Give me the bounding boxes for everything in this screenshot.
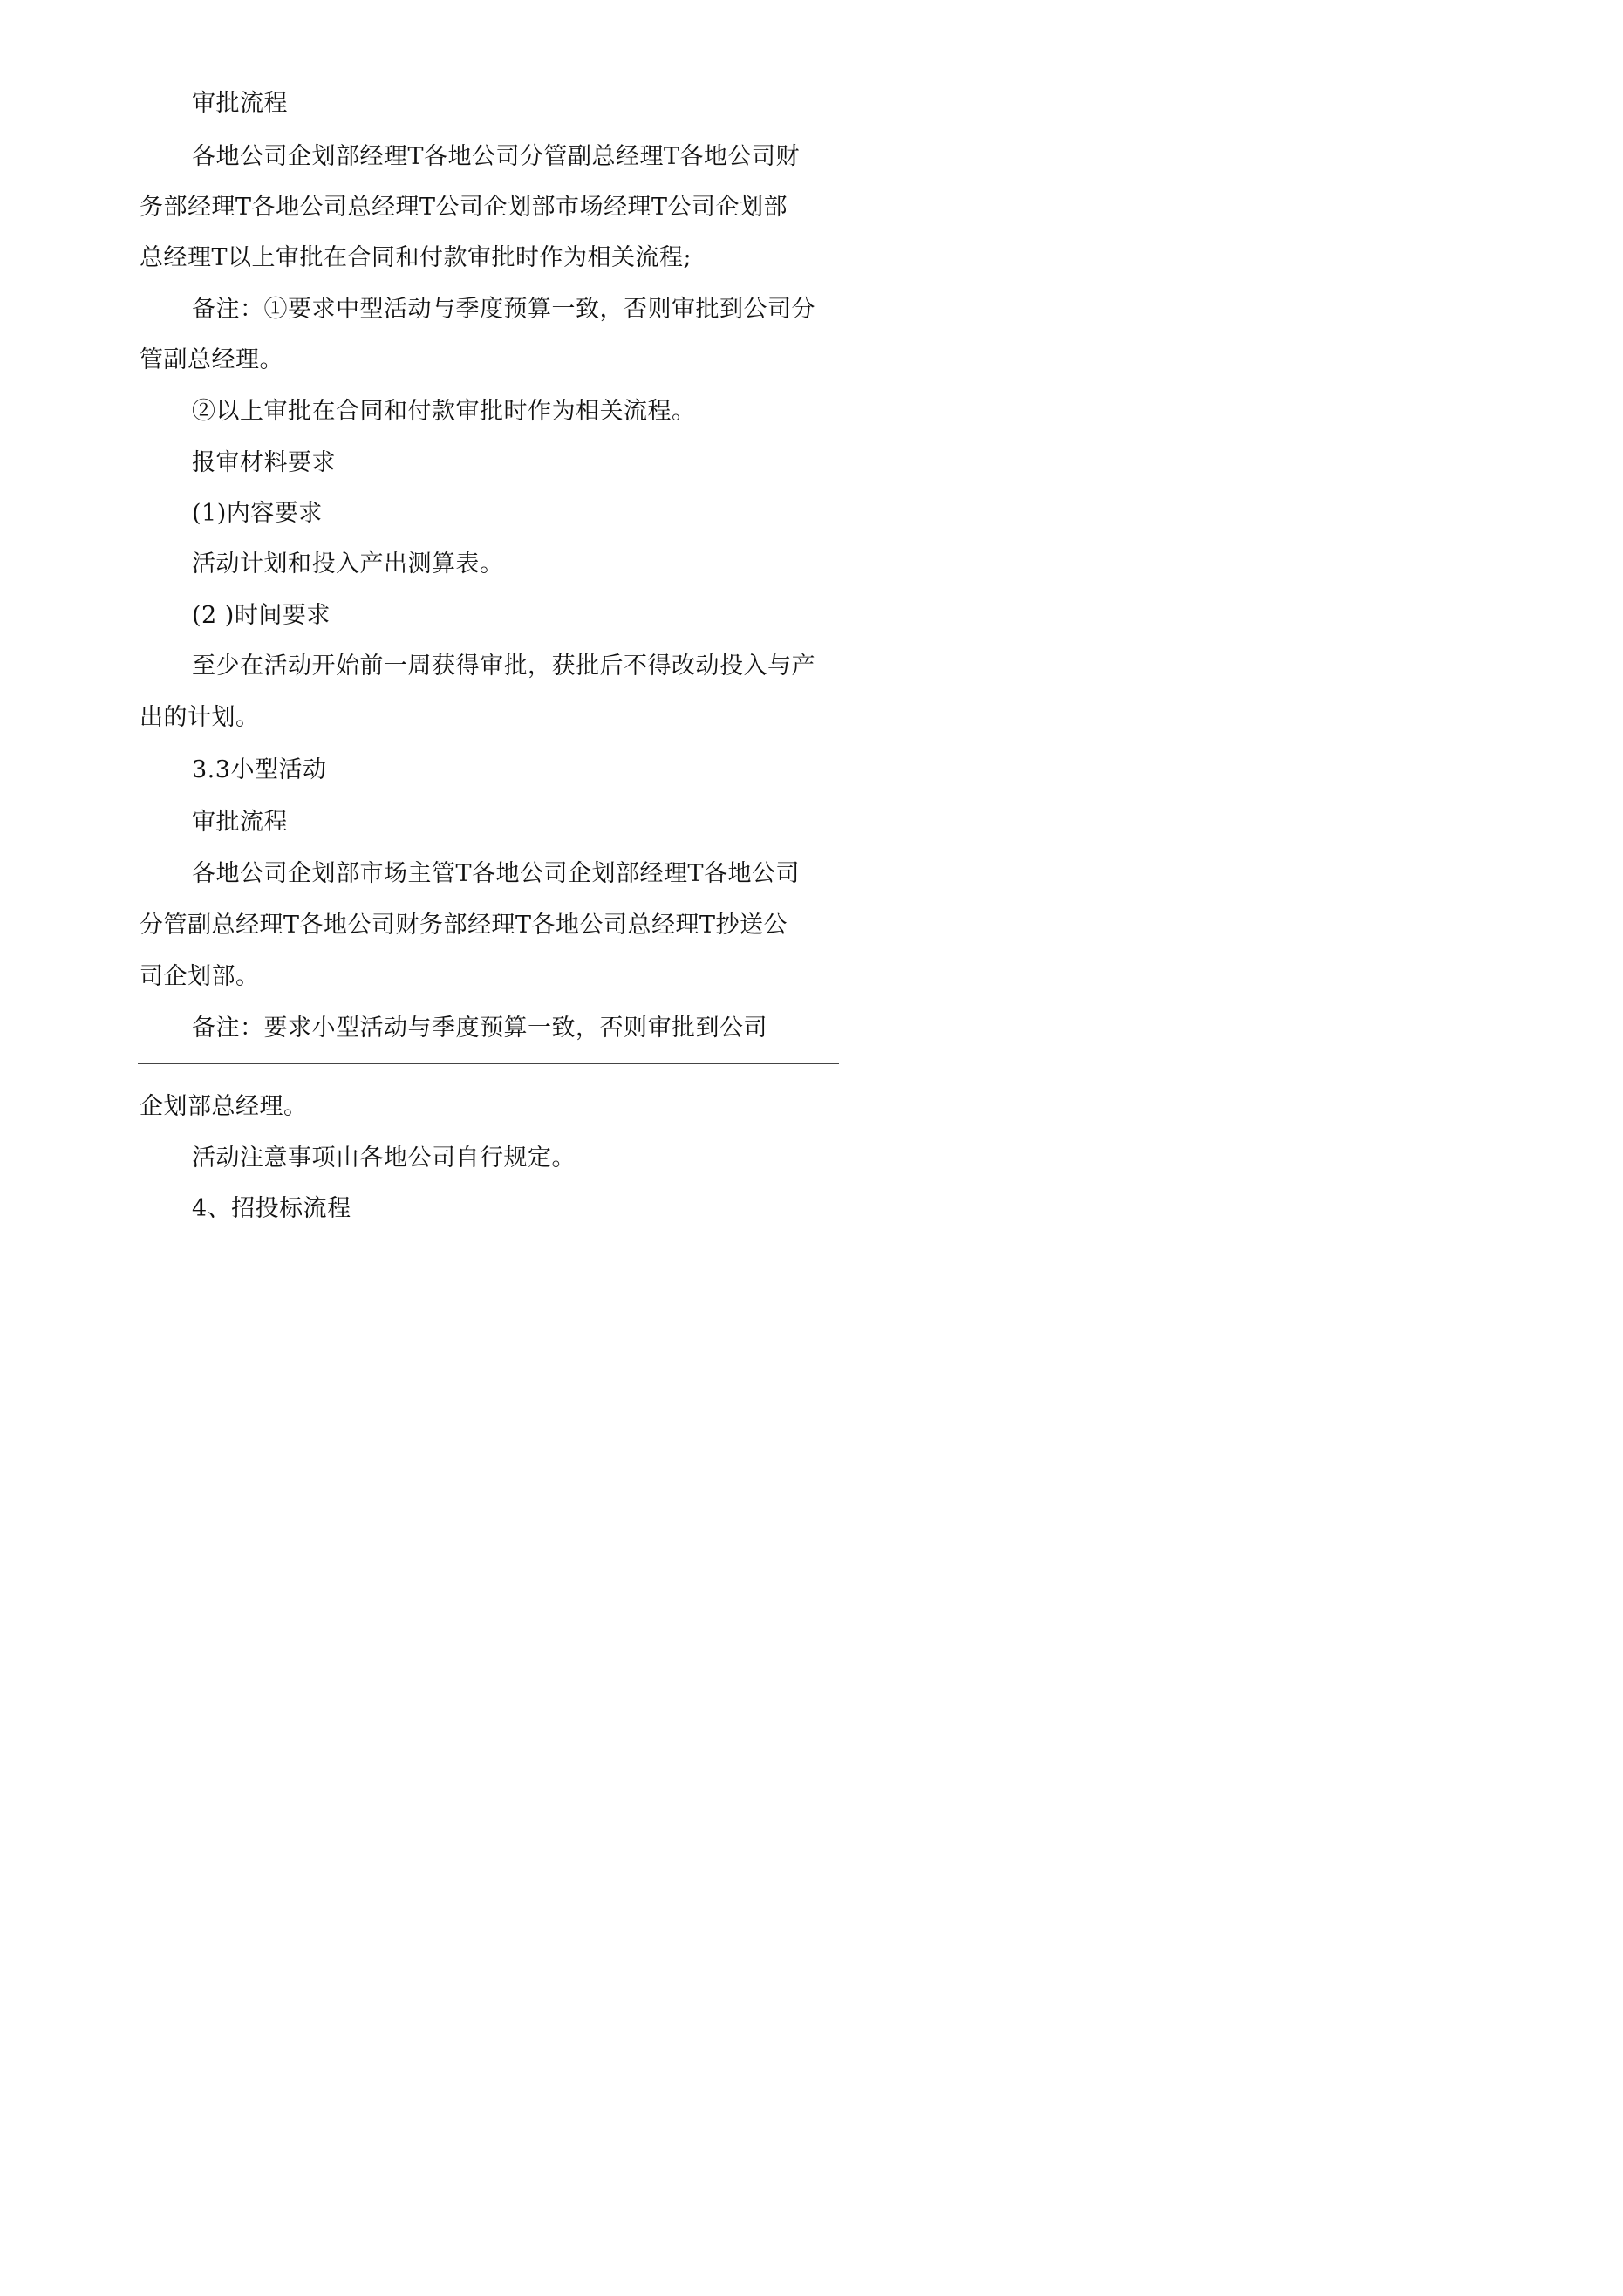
section-heading-bidding-process: 4、招投标流程 <box>192 1195 351 1222</box>
paragraph-line: 各地公司企划部市场主管T各地公司企划部经理T各地公司 <box>192 860 801 887</box>
paragraph-line: 务部经理T各地公司总经理T公司企划部市场经理T公司企划部 <box>140 194 788 221</box>
section-heading-small-activities: 3.3小型活动 <box>192 756 327 783</box>
paragraph-line: 活动计划和投入产出测算表。 <box>192 550 504 577</box>
heading-approval-process: 审批流程 <box>192 809 288 836</box>
note-line: ②以上审批在合同和付款审批时作为相关流程。 <box>192 398 696 425</box>
note-line: 备注：要求小型活动与季度预算一致，否则审批到公司 <box>192 1015 767 1042</box>
paragraph-line: 至少在活动开始前一周获得审批，获批后不得改动投入与产 <box>192 653 815 680</box>
paragraph-line: 出的计划。 <box>140 704 260 731</box>
paragraph-line: 企划部总经理。 <box>140 1093 308 1120</box>
paragraph-line: 司企划部。 <box>140 963 260 990</box>
paragraph-line: 分管副总经理T各地公司财务部经理T各地公司总经理T抄送公 <box>140 912 788 939</box>
paragraph-line: 各地公司企划部经理T各地公司分管副总经理T各地公司财 <box>192 143 801 170</box>
note-line: 管副总经理。 <box>140 346 283 373</box>
heading-submission-requirements: 报审材料要求 <box>192 449 336 476</box>
heading-approval-process: 审批流程 <box>192 90 288 117</box>
subheading-content-requirements: (1)内容要求 <box>192 500 323 527</box>
subheading-time-requirements: (2 )时间要求 <box>192 602 331 629</box>
document-page <box>0 0 964 1363</box>
paragraph-line: 总经理T以上审批在合同和付款审批时作为相关流程; <box>140 244 692 271</box>
note-line: 备注：①要求中型活动与季度预算一致，否则审批到公司分 <box>192 296 815 323</box>
page-divider <box>138 1063 839 1064</box>
paragraph-line: 活动注意事项由各地公司自行规定。 <box>192 1145 576 1172</box>
